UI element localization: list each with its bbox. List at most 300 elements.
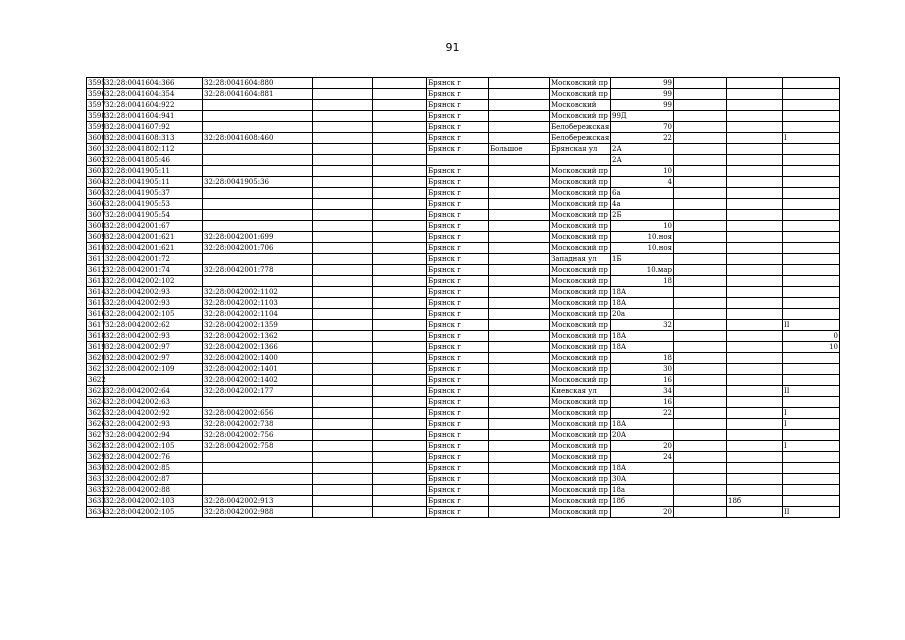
cell-house: 6а <box>611 188 674 199</box>
cell-col-4 <box>313 353 373 364</box>
cell-col-11 <box>727 507 783 518</box>
cell-house: 10.ноя <box>611 243 674 254</box>
cell-object-number: 32:28:0042002:1102 <box>203 287 313 298</box>
cell-object-number <box>203 276 313 287</box>
cell-col-10 <box>674 111 727 122</box>
cell-object-number: 32:28:0042002:1400 <box>203 353 313 364</box>
cell-col-5 <box>373 386 427 397</box>
cell-col-10 <box>674 243 727 254</box>
cell-street: Московский пр <box>550 89 611 100</box>
table-row <box>87 408 840 419</box>
cell-col-4 <box>313 397 373 408</box>
cell-col-12 <box>783 474 840 485</box>
table-row <box>87 221 840 232</box>
cell-col-12 <box>783 144 840 155</box>
cell-street: Московский пр <box>550 430 611 441</box>
cell-col-4 <box>313 496 373 507</box>
cell-row-number: 3605 <box>88 189 106 197</box>
cell-object-number: 32:28:0042001:778 <box>203 265 313 276</box>
cell-col-12 <box>783 276 840 287</box>
cell-cadastral-number: 32:28:0042002:87 <box>104 474 203 485</box>
cell-object-number <box>203 155 313 166</box>
cell-locality <box>489 430 550 441</box>
cell-cadastral-number: 32:28:0042002:62 <box>104 320 203 331</box>
cell-col-4 <box>313 287 373 298</box>
cell-house: 99 <box>611 78 674 89</box>
cell-locality <box>489 243 550 254</box>
cell-house: 18а <box>611 485 674 496</box>
cell-col-11 <box>727 386 783 397</box>
cell-street: Московский пр <box>550 375 611 386</box>
cell-col-12 <box>783 375 840 386</box>
cell-house: 18 <box>611 276 674 287</box>
cell-object-number: 32:28:0041608:460 <box>203 133 313 144</box>
table-row <box>87 320 840 331</box>
cell-col-12 <box>783 166 840 177</box>
table-row <box>87 386 840 397</box>
cell-cadastral-number: 32:28:0041608:313 <box>104 133 203 144</box>
cell-col-11 <box>727 155 783 166</box>
cell-col-4 <box>313 276 373 287</box>
cell-locality <box>489 210 550 221</box>
cell-row-number: 3610 <box>88 244 106 252</box>
cell-cadastral-number: 32:28:0042002:64 <box>104 386 203 397</box>
cell-col-4 <box>313 122 373 133</box>
cell-city: Брянск г <box>427 298 489 309</box>
cell-col-10 <box>674 496 727 507</box>
table-row <box>87 375 840 386</box>
cell-city: Брянск г <box>427 507 489 518</box>
cell-city: Брянск г <box>427 100 489 111</box>
cell-row-number: 3618 <box>88 332 106 340</box>
cell-cadastral-number: 32:28:0041802:112 <box>104 144 203 155</box>
cell-col-4 <box>313 78 373 89</box>
cell-object-number: 32:28:0042002:988 <box>203 507 313 518</box>
cell-col-11 <box>727 221 783 232</box>
cell-locality <box>489 386 550 397</box>
cell-col-11 <box>727 375 783 386</box>
table-row <box>87 463 840 474</box>
cell-col-11 <box>727 199 783 210</box>
cell-col-5 <box>373 441 427 452</box>
cell-col-4 <box>313 419 373 430</box>
cell-city: Брянск г <box>427 496 489 507</box>
cell-col-11 <box>727 485 783 496</box>
cell-col-10 <box>674 452 727 463</box>
cell-city: Брянск г <box>427 430 489 441</box>
cell-city: Брянск г <box>427 408 489 419</box>
cell-col-11 <box>727 408 783 419</box>
cell-cadastral-number: 32:28:0042002:102 <box>104 276 203 287</box>
cell-col-10 <box>674 287 727 298</box>
table-row <box>87 254 840 265</box>
cell-cadastral-number: 32:28:0041905:54 <box>104 210 203 221</box>
cell-street: Киевская ул <box>550 386 611 397</box>
cell-object-number: 32:28:0042002:1359 <box>203 320 313 331</box>
cell-col-5 <box>373 111 427 122</box>
cell-cadastral-number: 32:28:0042002:97 <box>104 353 203 364</box>
cell-col-10 <box>674 122 727 133</box>
cell-cadastral-number: 32:28:0041604:941 <box>104 111 203 122</box>
cell-col-12 <box>783 463 840 474</box>
cell-col-10 <box>674 408 727 419</box>
table-row <box>87 397 840 408</box>
cell-col-10 <box>674 463 727 474</box>
cell-col-5 <box>373 232 427 243</box>
cell-row-number: 3624 <box>88 398 106 406</box>
cell-house: 99 <box>611 100 674 111</box>
cell-cadastral-number: 32:28:0042002:94 <box>104 430 203 441</box>
cell-row-number: 3629 <box>88 453 106 461</box>
cell-city: Брянск г <box>427 320 489 331</box>
cell-object-number: 32:28:0041604:880 <box>203 78 313 89</box>
cell-col-11 <box>727 419 783 430</box>
cell-col-4 <box>313 133 373 144</box>
table-row <box>87 485 840 496</box>
cell-col-11 <box>727 430 783 441</box>
cell-object-number <box>203 144 313 155</box>
cell-object-number: 32:28:0042002:758 <box>203 441 313 452</box>
cell-col-10 <box>674 166 727 177</box>
cell-locality <box>489 265 550 276</box>
cell-object-number <box>203 122 313 133</box>
cell-col-4 <box>313 485 373 496</box>
cell-house: 2А <box>611 144 674 155</box>
cell-col-12 <box>783 111 840 122</box>
cell-locality <box>489 474 550 485</box>
cell-object-number: 32:28:0042001:699 <box>203 232 313 243</box>
table-row <box>87 342 840 353</box>
cell-cadastral-number: 32:28:0042002:85 <box>104 463 203 474</box>
cell-city: Брянск г <box>427 452 489 463</box>
cell-col-12 <box>783 287 840 298</box>
cell-street: Московский пр <box>550 287 611 298</box>
cell-cadastral-number: 32:28:0042002:92 <box>104 408 203 419</box>
cell-col-12: I <box>783 441 840 452</box>
cell-col-4 <box>313 342 373 353</box>
cell-street: Московский пр <box>550 276 611 287</box>
cell-row-number: 3603 <box>88 167 106 175</box>
table-row <box>87 265 840 276</box>
cell-street: Московский пр <box>550 199 611 210</box>
cell-col-12 <box>783 452 840 463</box>
cell-object-number <box>203 166 313 177</box>
cell-row-number: 3606 <box>88 200 106 208</box>
cell-locality <box>489 320 550 331</box>
cell-col-11 <box>727 364 783 375</box>
cell-col-4 <box>313 177 373 188</box>
cell-house: 10.ноя <box>611 232 674 243</box>
cell-city: Брянск г <box>427 221 489 232</box>
table-row <box>87 430 840 441</box>
cell-col-12 <box>783 177 840 188</box>
cell-cadastral-number: 32:28:0042001:67 <box>104 221 203 232</box>
cell-cadastral-number: 32:28:0041905:53 <box>104 199 203 210</box>
cell-cadastral-number <box>104 375 203 386</box>
cell-col-5 <box>373 166 427 177</box>
cell-col-10 <box>674 353 727 364</box>
cell-object-number <box>203 397 313 408</box>
cell-house: 20а <box>611 309 674 320</box>
cell-cadastral-number: 32:28:0041905:11 <box>104 166 203 177</box>
cell-col-4 <box>313 232 373 243</box>
cell-object-number <box>203 188 313 199</box>
cell-cadastral-number: 32:28:0041604:366 <box>104 78 203 89</box>
cell-house: 2А <box>611 155 674 166</box>
cell-city: Брянск г <box>427 287 489 298</box>
cell-row-number: 3600 <box>88 134 106 142</box>
cell-col-5 <box>373 353 427 364</box>
cell-street: Белобережская <box>551 134 610 142</box>
cell-locality <box>489 298 550 309</box>
cell-col-11 <box>727 441 783 452</box>
cell-col-12: 0 <box>783 331 840 342</box>
cell-col-10 <box>674 177 727 188</box>
cell-city: Брянск г <box>427 188 489 199</box>
cell-city: Брянск г <box>427 177 489 188</box>
cell-object-number: 32:28:0042002:1103 <box>203 298 313 309</box>
cell-col-5 <box>373 419 427 430</box>
cell-col-10 <box>674 441 727 452</box>
cell-row-number: 3631 <box>88 475 106 483</box>
cell-city: Брянск г <box>427 133 489 144</box>
cell-col-12 <box>783 298 840 309</box>
cell-col-10 <box>674 89 727 100</box>
cell-locality <box>489 221 550 232</box>
cell-locality <box>489 452 550 463</box>
cell-street: Московский пр <box>550 243 611 254</box>
cell-object-number: 32:28:0041905:36 <box>203 177 313 188</box>
cell-cadastral-number: 32:28:0041607:92 <box>104 122 203 133</box>
cell-row-number: 3611 <box>88 255 106 263</box>
table-row <box>87 111 840 122</box>
cell-locality <box>489 419 550 430</box>
cell-city: Брянск г <box>427 199 489 210</box>
cell-col-5 <box>373 430 427 441</box>
cell-house: 24 <box>611 452 674 463</box>
cell-col-4 <box>313 507 373 518</box>
cell-house: 16 <box>611 375 674 386</box>
cell-col-10 <box>674 133 727 144</box>
register-table-body <box>87 78 840 518</box>
cell-city: Брянск г <box>427 144 489 155</box>
cell-col-5 <box>373 298 427 309</box>
cell-row-number: 3628 <box>88 442 106 450</box>
cell-col-10 <box>674 155 727 166</box>
cell-col-12 <box>783 397 840 408</box>
table-row <box>87 452 840 463</box>
cell-col-4 <box>313 386 373 397</box>
cell-col-5 <box>373 485 427 496</box>
cell-row-number: 3608 <box>88 222 106 230</box>
cell-locality: Большое <box>489 144 550 155</box>
cell-object-number <box>203 474 313 485</box>
cell-col-5 <box>373 496 427 507</box>
cell-col-4 <box>313 375 373 386</box>
cell-col-12 <box>783 353 840 364</box>
cell-col-11 <box>727 452 783 463</box>
cell-row-number: 3602 <box>88 156 106 164</box>
cell-cadastral-number: 32:28:0042002:109 <box>104 364 203 375</box>
cell-city: Брянск г <box>427 243 489 254</box>
cell-city: Брянск г <box>427 375 489 386</box>
cell-col-12 <box>783 309 840 320</box>
cell-cadastral-number: 32:28:0042002:88 <box>104 485 203 496</box>
cell-object-number: 32:28:0042002:177 <box>203 386 313 397</box>
cell-house: 18А <box>611 463 674 474</box>
cell-col-10 <box>674 276 727 287</box>
cell-street: Московский пр <box>550 452 611 463</box>
cell-col-10 <box>674 364 727 375</box>
cell-row-number: 3634 <box>88 508 106 516</box>
cell-cadastral-number: 32:28:0042001:621 <box>104 243 203 254</box>
cell-col-11 <box>727 298 783 309</box>
cell-cadastral-number: 32:28:0041604:922 <box>104 100 203 111</box>
table-row <box>87 78 840 89</box>
cell-street: Московский пр <box>550 320 611 331</box>
table-row <box>87 309 840 320</box>
cell-col-12: 10 <box>783 342 840 353</box>
cell-col-4 <box>313 89 373 100</box>
cell-street: Московский пр <box>550 111 611 122</box>
cell-col-10 <box>674 265 727 276</box>
cell-col-12: II <box>783 320 840 331</box>
cell-row-number: 3627 <box>88 431 106 439</box>
cell-col-4 <box>313 243 373 254</box>
cell-locality <box>489 342 550 353</box>
cell-row-number: 3598 <box>88 112 106 120</box>
cell-row-number: 3626 <box>88 420 106 428</box>
cell-col-5 <box>373 331 427 342</box>
table-row <box>87 166 840 177</box>
cell-col-5 <box>373 397 427 408</box>
cell-col-4 <box>313 265 373 276</box>
cell-city: Брянск г <box>427 364 489 375</box>
cell-street: Московский пр <box>550 265 611 276</box>
cell-city: Брянск г <box>427 276 489 287</box>
cell-house: 30 <box>611 364 674 375</box>
cell-city: Брянск г <box>427 78 489 89</box>
cell-house: 99Д <box>611 111 674 122</box>
cell-street: Московский пр <box>550 166 611 177</box>
cell-col-4 <box>313 298 373 309</box>
cell-col-10 <box>674 100 727 111</box>
cell-house: 18б <box>611 496 674 507</box>
cell-cadastral-number: 32:28:0041805:46 <box>104 155 203 166</box>
cell-house: 18А <box>611 342 674 353</box>
cell-street: Московский пр <box>550 309 611 320</box>
cell-object-number <box>203 463 313 474</box>
cell-locality <box>489 188 550 199</box>
cell-city <box>427 155 489 166</box>
cell-col-12 <box>783 100 840 111</box>
cell-object-number: 32:28:0042002:656 <box>203 408 313 419</box>
cell-col-11 <box>727 122 783 133</box>
cell-col-11 <box>727 188 783 199</box>
table-row <box>87 133 840 144</box>
cell-col-11 <box>727 474 783 485</box>
table-row <box>87 441 840 452</box>
table-row <box>87 89 840 100</box>
cell-col-11 <box>727 331 783 342</box>
cell-col-4 <box>313 188 373 199</box>
cell-locality <box>489 375 550 386</box>
cell-locality <box>489 364 550 375</box>
cell-col-10 <box>674 386 727 397</box>
cell-city: Брянск г <box>427 397 489 408</box>
cell-col-12 <box>783 221 840 232</box>
cell-object-number <box>203 111 313 122</box>
cell-city: Брянск г <box>427 331 489 342</box>
cell-col-5 <box>373 210 427 221</box>
cell-col-11 <box>727 133 783 144</box>
cell-row-number: 3596 <box>88 90 106 98</box>
cell-col-10 <box>674 298 727 309</box>
cell-col-10 <box>674 320 727 331</box>
cell-col-4 <box>313 474 373 485</box>
cell-city: Брянск г <box>427 419 489 430</box>
cell-house: 32 <box>611 320 674 331</box>
cell-city: Брянск г <box>427 122 489 133</box>
cell-city: Брянск г <box>427 474 489 485</box>
cell-object-number <box>203 199 313 210</box>
cell-city: Брянск г <box>427 353 489 364</box>
cell-street: Белобережская <box>551 123 610 131</box>
cell-col-5 <box>373 364 427 375</box>
cell-cadastral-number: 32:28:0042002:93 <box>104 298 203 309</box>
cell-object-number: 32:28:0042002:1366 <box>203 342 313 353</box>
cell-col-5 <box>373 463 427 474</box>
cell-col-12 <box>783 364 840 375</box>
cell-street <box>550 155 611 166</box>
cell-house: 18 <box>611 353 674 364</box>
cell-city: Брянск г <box>427 210 489 221</box>
cell-object-number: 32:28:0042002:756 <box>203 430 313 441</box>
cell-col-12 <box>783 430 840 441</box>
cell-house: 22 <box>611 133 674 144</box>
cell-house: 10.мар <box>611 265 674 276</box>
cell-col-5 <box>373 265 427 276</box>
cell-col-4 <box>313 364 373 375</box>
cell-col-4 <box>313 430 373 441</box>
cell-col-5 <box>373 199 427 210</box>
cell-row-number: 3632 <box>88 486 106 494</box>
cell-row-number: 3619 <box>88 343 106 351</box>
cell-object-number <box>203 485 313 496</box>
cell-col-11 <box>727 89 783 100</box>
cell-house: 10 <box>611 166 674 177</box>
cell-street: Московский пр <box>550 507 611 518</box>
table-row <box>87 298 840 309</box>
cell-locality <box>489 496 550 507</box>
cell-row-number: 3625 <box>88 409 106 417</box>
table-row <box>87 496 840 507</box>
cell-locality <box>489 507 550 518</box>
cell-locality <box>489 287 550 298</box>
cell-col-5 <box>373 155 427 166</box>
cell-col-10 <box>674 232 727 243</box>
cell-col-12 <box>783 155 840 166</box>
cell-col-5 <box>373 254 427 265</box>
cell-locality <box>489 199 550 210</box>
cell-col-5 <box>373 100 427 111</box>
cell-col-10 <box>674 210 727 221</box>
cell-col-12 <box>783 265 840 276</box>
table-row <box>87 177 840 188</box>
table-row <box>87 287 840 298</box>
cell-city: Брянск г <box>427 232 489 243</box>
cell-cadastral-number: 32:28:0042002:63 <box>104 397 203 408</box>
